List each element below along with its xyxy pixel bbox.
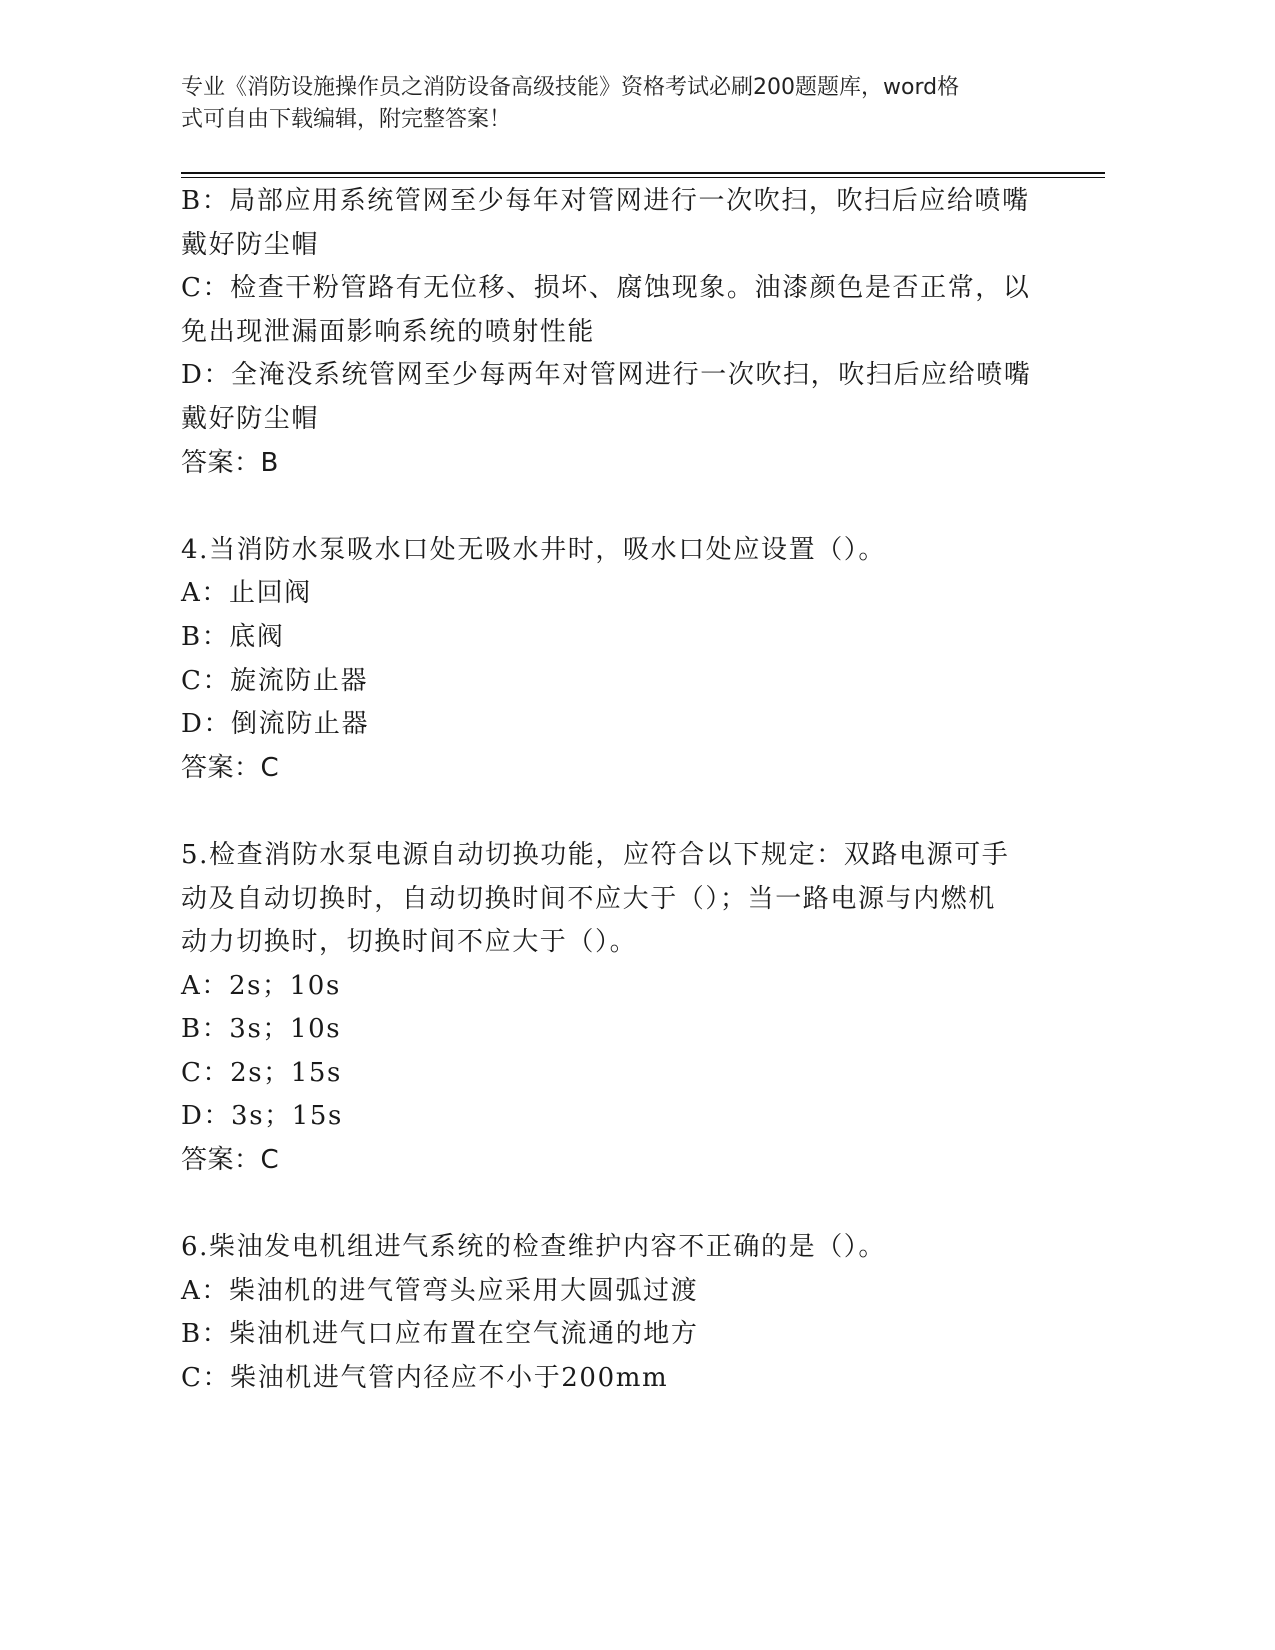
option-a: A：柴油机的进气管弯头应采用大圆弧过渡 [181,1275,699,1306]
question-stem-line-2: 动及自动切换时，自动切换时间不应大于（）；当一路电源与内燃机 [181,883,997,914]
answer-label: 答案：B [181,447,279,478]
question-4 [181,529,1041,791]
option-b: B：底阀 [181,621,285,652]
answer-label: 答案：C [181,1145,280,1176]
header-divider-thick [181,172,1105,174]
option-c: C：柴油机进气管内径应不小于200mm [181,1363,669,1394]
option-c: C：2s；15s [181,1057,343,1088]
question-stem-line-1: 5.检查消防水泵电源自动切换功能，应符合以下规定：双路电源可手 [181,839,1010,870]
question-stem-line-3: 动力切换时，切换时间不应大于（）。 [181,927,638,958]
option-d-line-1: D：全淹没系统管网至少每两年对管网进行一次吹扫，吹扫后应给喷嘴 [181,360,1032,391]
option-d: D：3s；15s [181,1101,343,1132]
document-header [181,72,1041,136]
spacer [181,790,1041,834]
question-stem: 6.柴油发电机组进气系统的检查维护内容不正确的是（）。 [181,1232,887,1263]
header-divider-thin [181,177,1105,178]
option-a: A：2s；10s [181,970,341,1001]
question-3-continued [181,180,1041,485]
spacer [181,1183,1041,1227]
question-5 [181,834,1041,1183]
option-c-line-1: C：检查干粉管路有无位移、损坏、腐蚀现象。油漆颜色是否正常，以 [181,273,1031,304]
option-b: B：3s；10s [181,1014,342,1045]
header-title-line-2: 式可自由下载编辑，附完整答案！ [181,107,512,132]
question-stem: 4.当消防水泵吸水口处无吸水井时，吸水口处应设置（）。 [181,534,887,565]
answer-label: 答案：C [181,752,280,783]
spacer [181,485,1041,529]
option-b-line-2: 戴好防尘帽 [181,229,320,260]
option-c-line-2: 免出现泄漏面影响系统的喷射性能 [181,316,596,347]
option-b-line-1: B：局部应用系统管网至少每年对管网进行一次吹扫，吹扫后应给喷嘴 [181,186,1030,216]
option-d-line-2: 戴好防尘帽 [181,403,320,434]
option-b: B：柴油机进气口应布置在空气流通的地方 [181,1319,699,1350]
question-list [181,180,1041,1401]
option-a: A：止回阀 [181,578,312,609]
header-title-line-1: 专业《消防设施操作员之消防设备高级技能》资格考试必刷200题题库，word格 [181,75,960,100]
option-c: C：旋流防止器 [181,665,369,696]
option-d: D：倒流防止器 [181,709,370,740]
question-6 [181,1226,1041,1400]
